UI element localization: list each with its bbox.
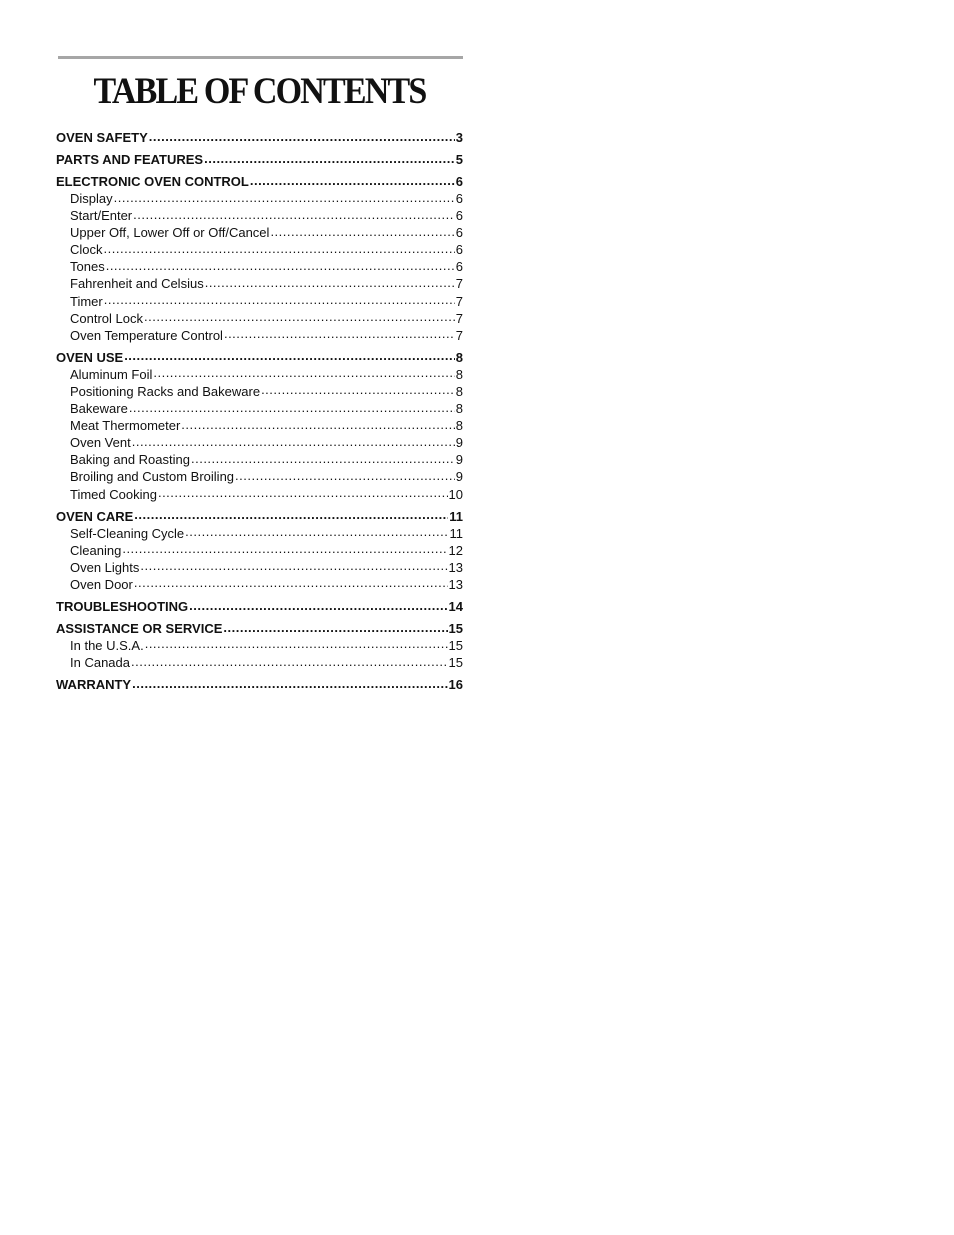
toc-subentry-label: Timer: [70, 293, 103, 309]
toc-subentry-oven-temperature-control[interactable]: [56, 327, 463, 344]
toc-subentry-page: 9: [455, 435, 463, 451]
toc-subentry-meat-thermometer[interactable]: [56, 417, 463, 434]
toc-entry-label: OVEN USE: [56, 349, 124, 365]
toc-entry-page: 14: [448, 598, 463, 614]
dot-leader: [106, 258, 455, 271]
dot-leader: [132, 676, 447, 689]
dot-leader: [250, 173, 455, 186]
toc-entry-parts-and-features[interactable]: [56, 151, 463, 168]
dot-leader: [134, 508, 448, 521]
toc-entry-page: 16: [448, 677, 463, 693]
toc-subentry-page: 7: [455, 327, 463, 343]
toc-section-troubleshooting: [56, 598, 463, 615]
toc-subentry-label: Meat Thermometer: [70, 418, 181, 434]
toc-subentry-page: 15: [448, 637, 463, 653]
toc-subentry-page: 8: [455, 383, 463, 399]
toc-subentry-positioning-racks-and-bakeware[interactable]: [56, 383, 463, 400]
dot-leader: [134, 576, 448, 589]
toc-entry-label: TROUBLESHOOTING: [56, 598, 189, 614]
toc-subentry-page: 8: [455, 418, 463, 434]
toc-entry-warranty[interactable]: [56, 676, 463, 693]
toc-entry-page: 6: [455, 174, 463, 189]
toc-subentry-aluminum-foil[interactable]: [56, 366, 463, 383]
toc-subentry-page: 8: [455, 366, 463, 382]
dot-leader: [149, 129, 455, 142]
toc-subentry-label: Oven Temperature Control: [70, 327, 223, 343]
toc-section-warranty: [56, 676, 463, 693]
toc-subentry-page: 15: [448, 655, 463, 671]
toc-subentry-label: Broiling and Custom Broiling: [70, 469, 235, 485]
toc-subentry-label: Timed Cooking: [70, 486, 157, 502]
toc-subentry-in-the-u-s-a[interactable]: [56, 637, 463, 654]
toc-subentry-page: 13: [448, 576, 463, 592]
toc-subentry-control-lock[interactable]: [56, 310, 463, 327]
toc-section-oven-use: [56, 349, 463, 503]
toc-subentry-label: Control Lock: [70, 310, 143, 326]
toc-section-oven-care: [56, 508, 463, 593]
toc-subentry-page: 8: [455, 401, 463, 417]
dot-leader: [204, 151, 455, 164]
toc-subentry-page: 12: [448, 542, 463, 558]
toc-entry-oven-safety[interactable]: [56, 129, 463, 146]
toc-subentry-start-enter[interactable]: [56, 207, 463, 224]
toc-subentry-label: Bakeware: [70, 401, 128, 417]
toc-entry-page: 15: [448, 620, 463, 636]
toc-subentry-label: Start/Enter: [70, 208, 133, 224]
dot-leader: [191, 451, 455, 464]
toc-subentry-baking-and-roasting[interactable]: [56, 451, 463, 468]
dot-leader: [140, 559, 447, 572]
toc-entry-label: PARTS AND FEATURES: [56, 152, 204, 167]
toc-subentry-page: 13: [448, 559, 463, 575]
dot-leader: [185, 525, 448, 538]
toc-subentry-page: 6: [455, 191, 463, 206]
dot-leader: [270, 224, 454, 237]
dot-leader: [131, 654, 448, 667]
toc-entry-electronic-oven-control[interactable]: [56, 173, 463, 190]
dot-leader: [153, 366, 454, 379]
toc-entry-label: ELECTRONIC OVEN CONTROL: [56, 174, 249, 189]
toc-subentry-oven-lights[interactable]: [56, 559, 463, 576]
toc-subentry-label: In the U.S.A.: [70, 637, 144, 653]
toc-subentry-bakeware[interactable]: [56, 400, 463, 417]
toc-entry-page: 3: [455, 130, 463, 145]
toc-subentry-page: 9: [455, 452, 463, 468]
dot-leader: [122, 542, 447, 555]
toc-subentry-timed-cooking[interactable]: [56, 486, 463, 503]
toc-subentry-oven-vent[interactable]: [56, 434, 463, 451]
toc-subentry-fahrenheit-and-celsius[interactable]: [56, 275, 463, 292]
toc-list: [56, 129, 463, 693]
toc-subentry-broiling-and-custom-broiling[interactable]: [56, 468, 463, 485]
dot-leader: [189, 598, 447, 611]
dot-leader: [104, 293, 455, 306]
toc-subentry-page: 7: [455, 293, 463, 309]
toc-subentry-self-cleaning-cycle[interactable]: [56, 525, 463, 542]
toc-subentry-label: Oven Vent: [70, 435, 131, 451]
toc-subentry-tones[interactable]: [56, 258, 463, 275]
toc-subentry-label: In Canada: [70, 655, 130, 671]
dot-leader: [144, 310, 455, 323]
toc-subentry-label: Aluminum Foil: [70, 366, 153, 382]
toc-subentry-label: Upper Off, Lower Off or Off/Cancel: [70, 225, 270, 241]
dot-leader: [223, 620, 447, 633]
page-title: TABLE OF CONTENTS: [93, 71, 426, 112]
table-of-contents: [56, 56, 463, 693]
toc-entry-page: 8: [455, 349, 463, 365]
toc-entry-troubleshooting[interactable]: [56, 598, 463, 615]
toc-subentry-display[interactable]: [56, 190, 463, 207]
toc-section-oven-safety: [56, 129, 463, 146]
dot-leader: [181, 417, 454, 430]
dot-leader: [145, 637, 448, 650]
dot-leader: [104, 241, 455, 254]
toc-subentry-page: 9: [455, 469, 463, 485]
toc-subentry-page: 10: [448, 486, 463, 502]
dot-leader: [224, 327, 455, 340]
toc-subentry-page: 6: [455, 259, 463, 275]
toc-subentry-cleaning[interactable]: [56, 542, 463, 559]
dot-leader: [132, 434, 455, 447]
toc-entry-oven-use[interactable]: [56, 349, 463, 366]
toc-subentry-label: Self-Cleaning Cycle: [70, 525, 185, 541]
toc-subentry-label: Clock: [70, 242, 103, 258]
toc-subentry-timer[interactable]: [56, 293, 463, 310]
toc-subentry-label: Display: [70, 191, 113, 206]
dot-leader: [114, 190, 455, 203]
toc-subentry-label: Oven Lights: [70, 559, 140, 575]
toc-entry-label: ASSISTANCE OR SERVICE: [56, 620, 223, 636]
toc-subentry-in-canada[interactable]: [56, 654, 463, 671]
toc-subentry-page: 6: [455, 208, 463, 224]
toc-entry-page: 5: [455, 152, 463, 167]
top-rule: [58, 56, 463, 59]
toc-subentry-page: 7: [455, 276, 463, 292]
dot-leader: [235, 468, 455, 481]
dot-leader: [133, 207, 455, 220]
toc-entry-page: 11: [449, 508, 463, 524]
dot-leader: [261, 383, 455, 396]
toc-subentry-page: 6: [455, 225, 463, 241]
toc-subentry-clock[interactable]: [56, 241, 463, 258]
dot-leader: [158, 486, 448, 499]
toc-subentry-label: Cleaning: [70, 542, 122, 558]
toc-subentry-label: Tones: [70, 259, 105, 275]
toc-entry-label: WARRANTY: [56, 677, 132, 693]
toc-subentry-upper-off-lower-off-or-off-cancel[interactable]: [56, 224, 463, 241]
toc-section-parts-and-features: [56, 151, 463, 168]
toc-subentry-label: Fahrenheit and Celsius: [70, 276, 204, 292]
toc-subentry-oven-door[interactable]: [56, 576, 463, 593]
toc-entry-label: OVEN CARE: [56, 508, 134, 524]
toc-subentry-page: 7: [455, 310, 463, 326]
toc-entry-oven-care[interactable]: [56, 508, 463, 525]
toc-section-assistance-or-service: [56, 620, 463, 671]
toc-subentry-label: Positioning Racks and Bakeware: [70, 383, 261, 399]
toc-entry-label: OVEN SAFETY: [56, 130, 148, 145]
dot-leader: [124, 349, 455, 362]
dot-leader: [129, 400, 455, 413]
toc-entry-assistance-or-service[interactable]: [56, 620, 463, 637]
toc-subentry-page: 11: [449, 525, 463, 541]
toc-section-electronic-oven-control: [56, 173, 463, 344]
toc-subentry-page: 6: [455, 242, 463, 258]
toc-subentry-label: Oven Door: [70, 576, 133, 592]
toc-subentry-label: Baking and Roasting: [70, 452, 190, 468]
dot-leader: [205, 275, 455, 288]
